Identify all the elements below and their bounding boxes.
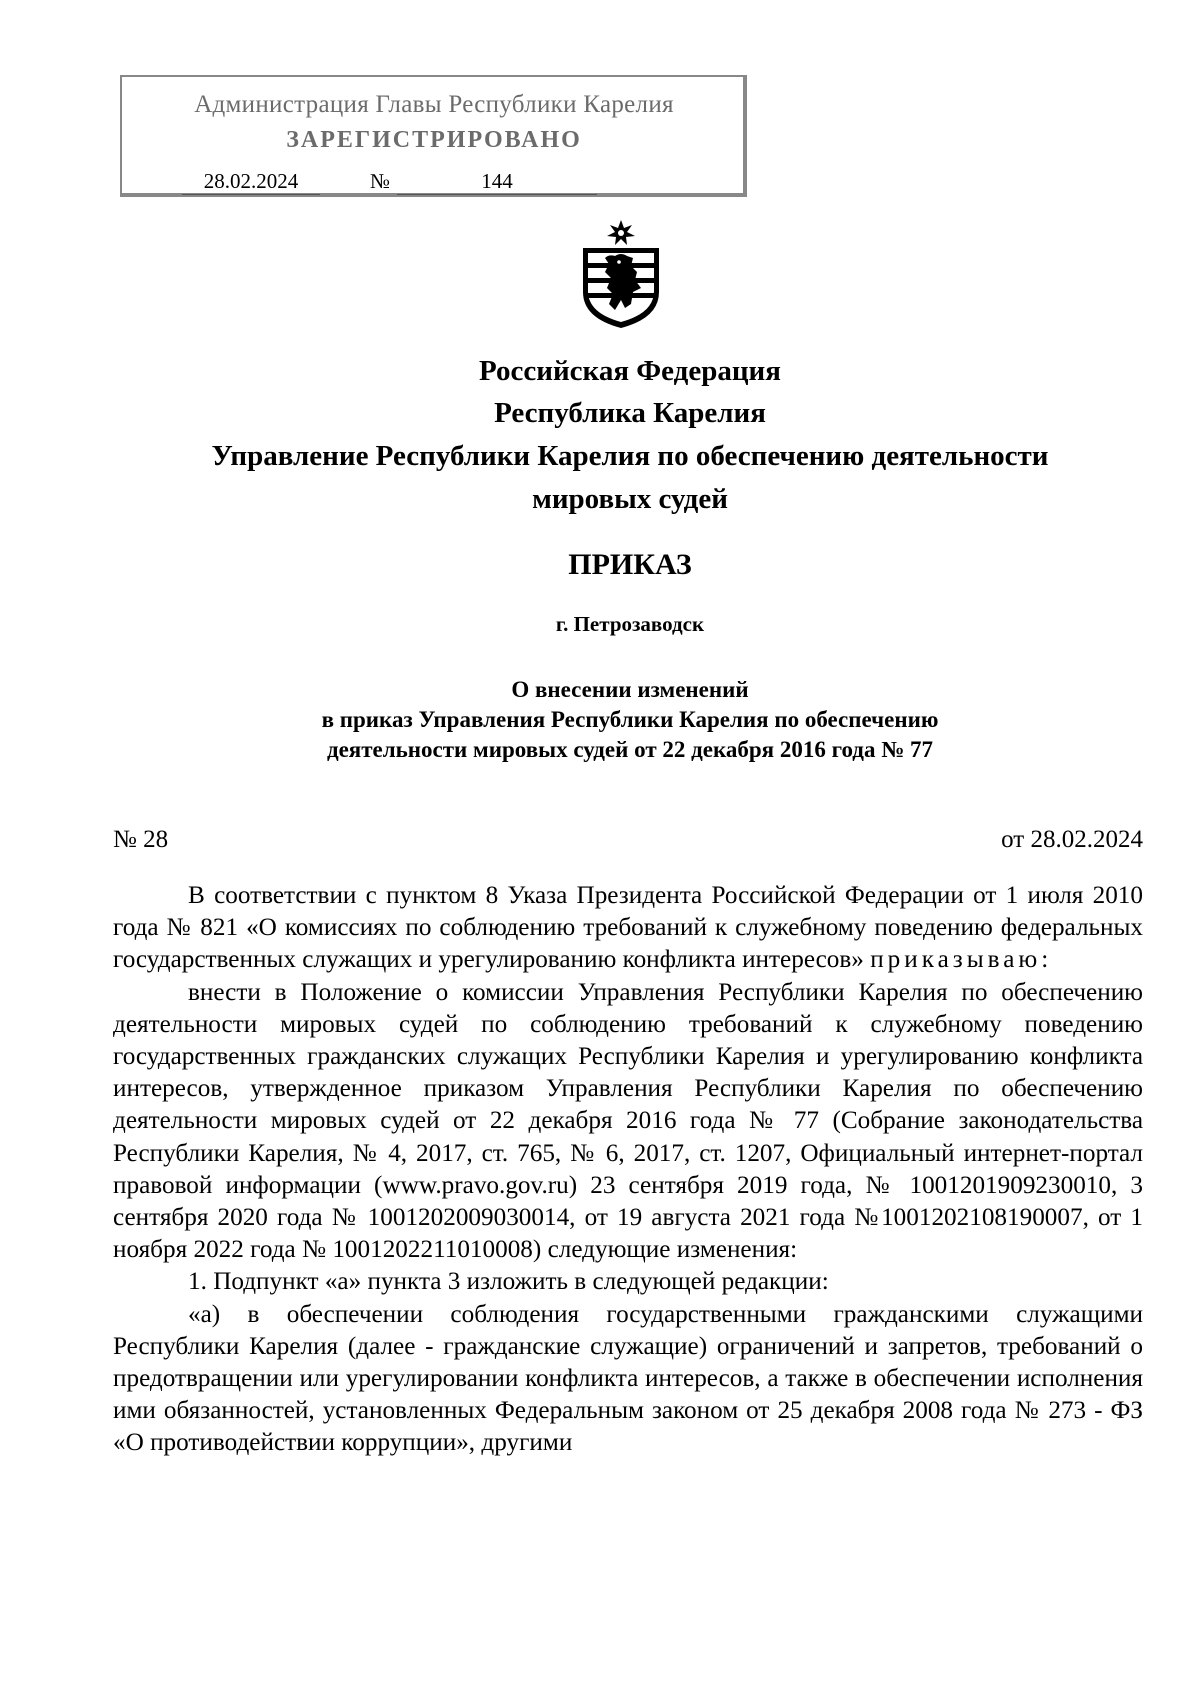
document-type: ПРИКАЗ [568,548,692,581]
stamp-number-sign: № [370,169,391,193]
subject-line-3: деятельности мировых судей от 22 декабря 2016 года № 77 [326,737,934,762]
document-body [113,880,1143,1460]
stamp-status: ЗАРЕГИСТРИРОВАНО [286,127,582,153]
document-city: г. Петрозаводск [555,612,705,636]
order-word: приказываю: [870,946,1053,974]
stamp-number: 144 [397,169,597,195]
stamp-date: 28.02.2024 [182,169,320,195]
paragraph-item-1-text: «а) в обеспечении соблюдения государственными гражданскими служащими Республики Карелия (далее - гражданские служащие) ограничений и запретов, требований о предотвращении или урегулировании конфликта интересов, а также в обеспечении исполнения ими обязанностей, установленных Федеральным законом от 25 декабря 2008 года № 273 - ФЗ «О противодействии коррупции», другими [113,1300,1143,1457]
paragraph-preamble [113,880,1143,977]
stamp-organization: Администрация Главы Республики Карелия [194,91,674,118]
karelia-coat-of-arms-icon [575,218,667,330]
header-agency: Управление Республики Карелия по обеспечению деятельности [211,440,1049,472]
preamble-text: В соответствии с пунктом 8 Указа Президента Российской Федерации от 1 июля 2010 года № 821 «О комиссиях по соблюдению требований к служебному поведению федеральных государственных служащих и урегулированию конфликта интересов» [113,882,1143,974]
paragraph-amendment: внести в Положение о комиссии Управления Республики Карелия по обеспечению деятельности мировых судей по соблюдению требований к служебному поведению государственных гражданских служащих Республики Карелия и урегулированию конфликта интересов, утвержденное приказом Управления Республики Карелия по обеспечению деятельности мировых судей от 22 декабря 2016 года № 77 (Собрание законодательства Республики Карелия, № 4, 2017, ст. 765, № 6, 2017, ст. 1207, Официальный интернет-портал правовой информации (www.pravo.gov.ru) 23 сентября 2019 года, № 1001201909230010, 3 сентября 2020 года № 1001202009030014, от 19 августа 2021 года №1001202108190007, от 1 ноября 2022 года № 1001202211010008) следующие изменения: [113,978,1143,1264]
paragraph-item-1: 1. Подпункт «а» пункта 3 изложить в следующей редакции: [188,1268,829,1296]
subject-line-1: О внесении изменений [511,677,749,702]
header-country: Российская Федерация [479,355,781,387]
document-date: от 28.02.2024 [1001,826,1143,853]
subject-line-2: в приказ Управления Республики Карелия по обеспечению [321,707,939,732]
document-number: № 28 [113,826,169,853]
header-republic: Республика Карелия [494,397,766,429]
header-agency-cont: мировых судей [532,483,728,515]
registration-stamp [120,75,747,197]
